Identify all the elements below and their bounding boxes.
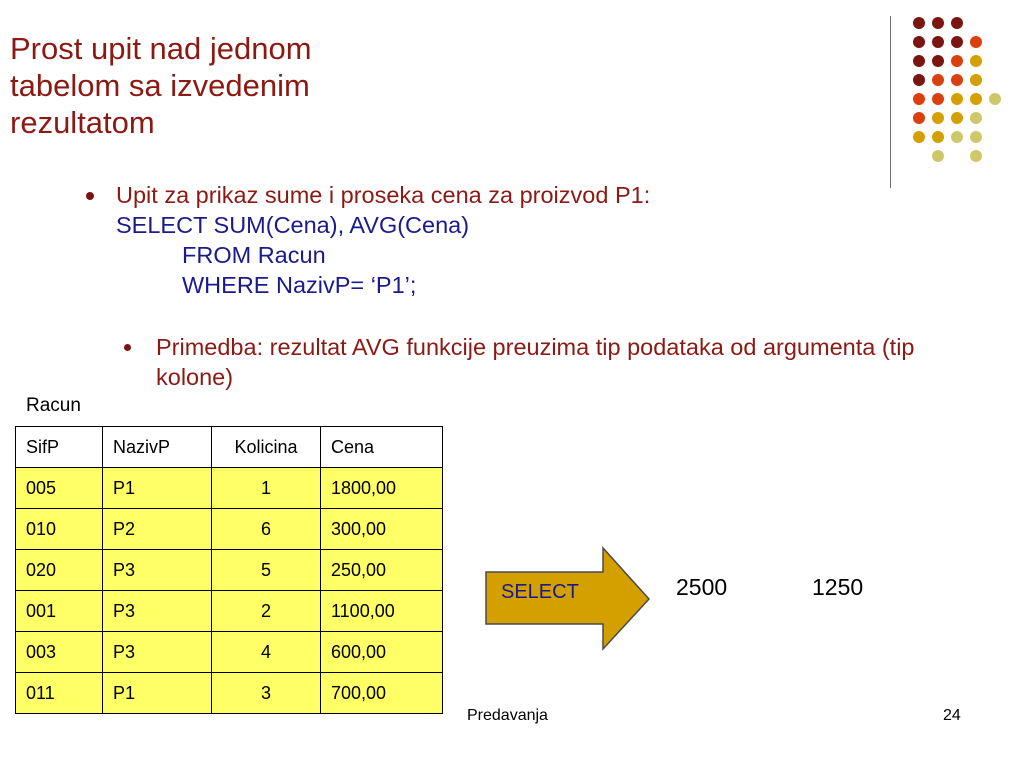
decor-dot xyxy=(932,131,944,143)
bullet-marker xyxy=(86,192,94,200)
query-bullet xyxy=(116,180,876,300)
table-row xyxy=(16,591,443,632)
decor-dot xyxy=(970,36,982,48)
result-avg: 1250 xyxy=(812,574,864,600)
decor-dot xyxy=(932,74,944,86)
cell-nazivp: P2 xyxy=(103,509,212,550)
note-bullet: Primedba: rezultat AVG funkcije preuzima tip podataka od argumenta (tip kolone) xyxy=(156,334,915,390)
cell-cena: 1800,00 xyxy=(321,468,443,509)
decor-dot xyxy=(970,74,982,86)
decor-dot xyxy=(932,93,944,105)
query-select-line: SELECT SUM(Cena), AVG(Cena) xyxy=(116,212,470,238)
cell-nazivp: P1 xyxy=(103,468,212,509)
query-intro: Upit za prikaz sume i proseka cena za proizvod P1: xyxy=(116,182,651,208)
cell-cena: 1100,00 xyxy=(321,591,443,632)
cell-nazivp: P3 xyxy=(103,550,212,591)
racun-table xyxy=(15,426,443,714)
cell-cena: 300,00 xyxy=(321,509,443,550)
table-header-row xyxy=(16,427,443,468)
cell-kolicina: 6 xyxy=(212,509,321,550)
cell-cena: 700,00 xyxy=(321,673,443,714)
slide-title: Prost upit nad jednom tabelom sa izvedenim rezultatom xyxy=(10,31,312,140)
decor-dot xyxy=(913,55,925,67)
cell-cena: 600,00 xyxy=(321,632,443,673)
decor-dot xyxy=(951,17,963,29)
cell-sifp: 001 xyxy=(16,591,103,632)
decor-dot xyxy=(951,74,963,86)
decor-dot xyxy=(951,131,963,143)
cell-nazivp: P3 xyxy=(103,591,212,632)
cell-kolicina: 2 xyxy=(212,591,321,632)
decor-dot xyxy=(913,93,925,105)
decor-dot xyxy=(951,36,963,48)
cell-nazivp: P1 xyxy=(103,673,212,714)
cell-kolicina: 1 xyxy=(212,468,321,509)
table-row xyxy=(16,468,443,509)
decor-dot xyxy=(913,74,925,86)
header-kolicina: Kolicina xyxy=(212,427,321,468)
decor-divider xyxy=(890,16,891,188)
decor-dot xyxy=(970,93,982,105)
decor-dot xyxy=(989,93,1001,105)
query-from-line: FROM Racun xyxy=(182,242,326,268)
decor-dot xyxy=(913,131,925,143)
decor-dot xyxy=(951,55,963,67)
header-cena: Cena xyxy=(321,427,443,468)
cell-sifp: 005 xyxy=(16,468,103,509)
decor-dot xyxy=(951,93,963,105)
decor-dot xyxy=(970,112,982,124)
cell-kolicina: 3 xyxy=(212,673,321,714)
decor-dot xyxy=(932,150,944,162)
sub-bullet-marker xyxy=(124,344,131,351)
table-row xyxy=(16,632,443,673)
decor-dot xyxy=(970,150,982,162)
cell-nazivp: P3 xyxy=(103,632,212,673)
cell-sifp: 003 xyxy=(16,632,103,673)
table-row xyxy=(16,550,443,591)
decor-dot xyxy=(913,112,925,124)
query-where-line: WHERE NazivP= ‘P1’; xyxy=(182,272,417,298)
table-row xyxy=(16,509,443,550)
table-name: Racun xyxy=(26,395,81,416)
decor-dot xyxy=(913,36,925,48)
table-row xyxy=(16,673,443,714)
cell-sifp: 020 xyxy=(16,550,103,591)
decor-dot xyxy=(970,131,982,143)
result-sum: 2500 xyxy=(676,574,728,600)
decor-dot xyxy=(932,112,944,124)
decor-dot xyxy=(951,112,963,124)
header-sifp: SifP xyxy=(16,427,103,468)
decor-dot xyxy=(970,55,982,67)
footer-text: Predavanja xyxy=(467,707,548,724)
header-nazivp: NazivP xyxy=(103,427,212,468)
decor-dot xyxy=(913,17,925,29)
cell-cena: 250,00 xyxy=(321,550,443,591)
decor-dot xyxy=(932,17,944,29)
cell-sifp: 010 xyxy=(16,509,103,550)
cell-kolicina: 4 xyxy=(212,632,321,673)
page-number: 24 xyxy=(943,707,961,724)
decor-dot xyxy=(932,55,944,67)
cell-kolicina: 5 xyxy=(212,550,321,591)
cell-sifp: 011 xyxy=(16,673,103,714)
select-arrow-label: SELECT xyxy=(501,581,579,603)
decor-dot xyxy=(932,36,944,48)
